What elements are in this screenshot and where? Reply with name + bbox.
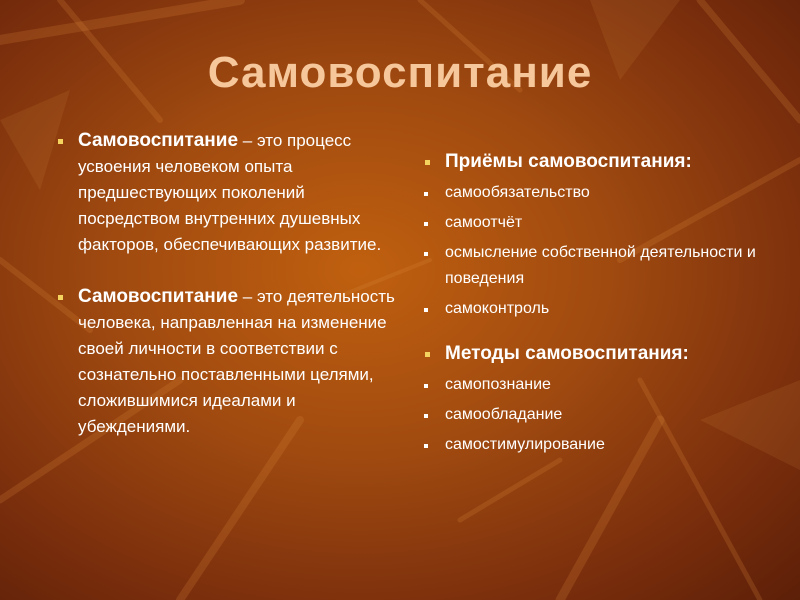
methods-item-label: самообладание [445, 406, 563, 423]
techniques-item [411, 210, 781, 236]
slide-title: Самовоспитание [207, 48, 593, 97]
definition-dash: – [238, 131, 257, 150]
techniques-item-label: осмысление собственной деятельности и поведения [445, 244, 756, 287]
right-column [411, 148, 781, 458]
bullet-dot-icon [424, 414, 428, 418]
techniques-item [411, 240, 781, 292]
techniques-item [411, 180, 781, 206]
techniques-item-label: самообязательство [445, 184, 590, 201]
bullet-dot-icon [424, 308, 428, 312]
methods-item-label: самостимулирование [445, 436, 605, 453]
bullet-dot-icon [424, 252, 428, 256]
methods-item-label: самопознание [445, 376, 551, 393]
methods-item [411, 372, 781, 398]
methods-heading [411, 340, 781, 368]
techniques-heading-label: Приёмы самовоспитания: [445, 151, 692, 172]
definition-term: Самовоспитание [78, 286, 239, 307]
bullet-dot-icon [424, 222, 428, 226]
definition-text: это деятельность человека, направленная на изменение своей личности в соответствии с сознательно поставленными целями, сложившимися идеалами и убеждениями. [78, 287, 395, 436]
bullet-square-icon [425, 160, 430, 165]
bullet-square-icon [58, 295, 63, 300]
bullet-square-icon [425, 352, 430, 357]
left-column [44, 128, 404, 440]
definition-dash: – [238, 287, 257, 306]
techniques-item-label: самоотчёт [445, 214, 523, 231]
bullet-dot-icon [424, 444, 428, 448]
bullet-dot-icon [424, 192, 428, 196]
methods-section [411, 340, 781, 458]
bullet-square-icon [58, 139, 63, 144]
methods-heading-label: Методы самовоспитания: [445, 343, 689, 364]
definition-term: Самовоспитание [78, 130, 239, 151]
methods-item [411, 432, 781, 458]
definition-block-2 [44, 284, 404, 440]
techniques-section [411, 148, 781, 322]
techniques-item-label: самоконтроль [445, 300, 550, 317]
definition-block-1 [44, 128, 404, 258]
techniques-item [411, 296, 781, 322]
methods-item [411, 402, 781, 428]
definition-text: это процесс усвоения человеком опыта предшествующих поколений посредством внутренних душевных факторов, обеспечивающих развитие. [78, 131, 382, 254]
techniques-heading [411, 148, 781, 176]
bullet-dot-icon [424, 384, 428, 388]
